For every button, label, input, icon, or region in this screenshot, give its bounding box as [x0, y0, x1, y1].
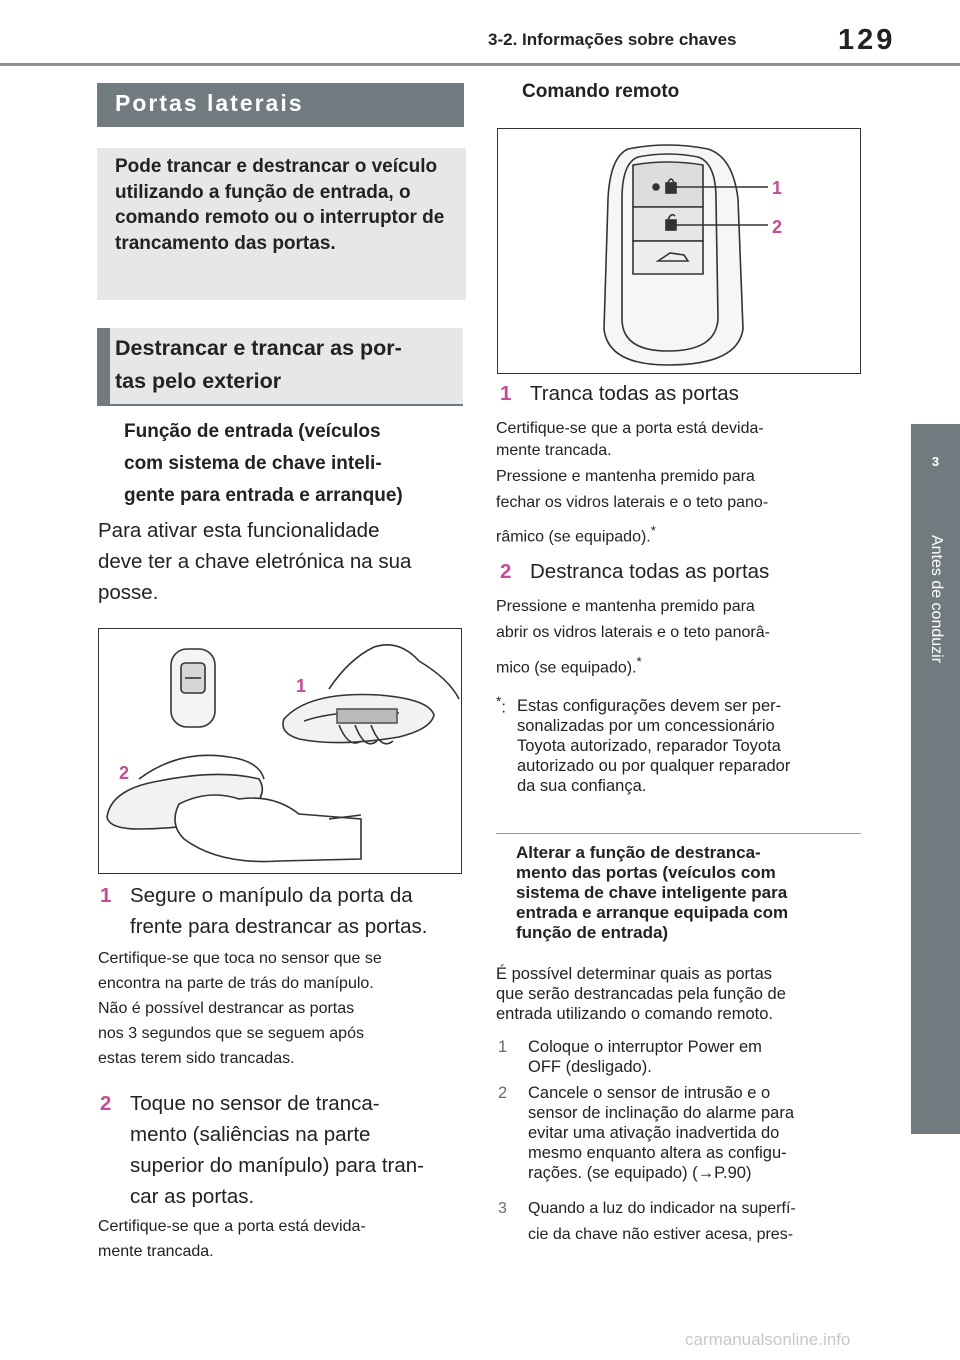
item-number: 1 [498, 1038, 508, 1056]
alter-unlock-body [496, 964, 786, 1024]
body-line: entrada utilizando o comando remoto. [496, 1005, 774, 1023]
remote-step-2 [500, 556, 860, 587]
note-line: Certifique-se que a porta está devida- [496, 420, 764, 437]
step-line: car as portas. [130, 1185, 255, 1208]
remote-step-1 [500, 378, 860, 409]
body-line: que serão destrancadas pela função de [496, 985, 786, 1003]
step-text: Destranca todas as portas [530, 560, 770, 583]
asterisk-mark: * [650, 523, 656, 538]
note-line: Certifique-se que toca no sensor que se [98, 950, 382, 967]
remote-figure [497, 128, 861, 374]
alter-unlock-heading [516, 843, 788, 943]
body-line: posse. [98, 581, 159, 604]
step-1-note [98, 946, 382, 1071]
footnote-line: Estas configurações devem ser per- [517, 697, 782, 715]
step-2 [100, 1088, 462, 1212]
alter-item-2 [498, 1083, 858, 1183]
lower-door-handle [107, 755, 361, 861]
body-line: É possível determinar quais as portas [496, 965, 773, 983]
entry-function-heading [124, 416, 403, 512]
figure-callout-1: 1 [296, 676, 307, 696]
subsection-heading-line: tas pelo exterior [115, 369, 282, 393]
note-line: encontra na parte de trás do manípulo. [98, 975, 374, 992]
remote-step-1-note [496, 418, 768, 552]
item-line: cie da chave não estiver acesa, pres- [528, 1226, 794, 1243]
note-line: Pressione e mantenha premido para [496, 468, 755, 485]
step-line: superior do manípulo) para tran- [130, 1154, 424, 1177]
remote-step-2-note [496, 594, 770, 684]
step-line: Segure o manípulo da porta da [130, 884, 413, 907]
running-header-title: 3-2. Informações sobre chaves [488, 30, 737, 49]
item-line: rações. (se equipado) (→P.90) [528, 1164, 752, 1182]
item-line: OFF (desligado). [528, 1058, 652, 1076]
note-line: mente trancada. [496, 442, 612, 459]
item-line: sensor de inclinação do alarme para [528, 1104, 794, 1122]
note-line: mico (se equipado). [496, 659, 637, 677]
chapter-side-tab [911, 424, 960, 1134]
upper-door-handle [283, 645, 459, 744]
heading-line: Função de entrada (veículos [124, 421, 381, 442]
smart-key-icon [171, 649, 215, 727]
heading-line: entrada e arranque equipada com [516, 903, 789, 922]
note-line: estas terem sido trancadas. [98, 1050, 295, 1067]
remote-key-body [604, 145, 768, 365]
intro-box: Pode trancar e destrancar o veículo utilizando a função de entrada, o comando remoto ou o interruptor de trancamento das portas. [97, 148, 466, 300]
step-line: frente para destrancar as portas. [130, 915, 428, 938]
note-line: nos 3 segundos que se seguem após [98, 1025, 364, 1042]
step-text: Tranca todas as portas [530, 382, 739, 405]
footnote-line: autorizado ou por qualquer reparador [517, 757, 791, 775]
watermark: carmanualsonline.info [685, 1330, 851, 1349]
door-handle-figure [98, 628, 462, 874]
figure-callout-2: 2 [119, 763, 130, 783]
note-line: Certifique-se que a porta está devida- [98, 1218, 366, 1235]
remote-key-illustration [498, 129, 860, 373]
door-handle-illustration [99, 629, 461, 873]
heading-line: Alterar a função de destranca- [516, 843, 761, 862]
note-line: Não é possível destrancar as portas [98, 1000, 355, 1017]
item-line: Coloque o interruptor Power em [528, 1038, 762, 1056]
heading-line: função de entrada) [516, 923, 669, 942]
alter-item-3 [498, 1196, 858, 1248]
item-line: mesmo enquanto altera as configu- [528, 1144, 787, 1162]
chapter-number: 3 [931, 454, 940, 469]
heading-line: com sistema de chave inteli- [124, 453, 382, 474]
item-line: evitar uma ativação inadvertida do [528, 1124, 780, 1142]
step-1 [100, 880, 460, 942]
heading-line: gente para entrada e arranque) [124, 485, 403, 506]
step-line: mento (saliências na parte [130, 1123, 371, 1146]
note-line: râmico (se equipado). [496, 528, 651, 546]
section-divider [496, 833, 861, 834]
figure-callout-1: 1 [772, 178, 783, 198]
page-number: 129 [838, 24, 896, 56]
chapter-label: Antes de conduzir [928, 534, 945, 664]
subsection-heading-line: Destrancar e trancar as por- [115, 336, 402, 360]
entry-function-body [98, 515, 411, 608]
asterisk-mark: * [636, 654, 642, 669]
heading-line: mento das portas (veículos com [516, 863, 776, 882]
figure-callout-2: 2 [772, 217, 783, 237]
step-2-note [98, 1214, 366, 1264]
step-number: 2 [500, 560, 512, 583]
alter-item-1 [498, 1037, 858, 1077]
note-line: abrir os vidros laterais e o teto panorâ- [496, 624, 770, 641]
footnote-colon: : [501, 698, 506, 717]
footnote-line: Toyota autorizado, reparador Toyota [517, 737, 781, 755]
item-line: Quando a luz do indicador na superfí- [528, 1200, 796, 1217]
footnote-line: da sua confiança. [517, 777, 647, 795]
note-line: mente trancada. [98, 1243, 214, 1260]
body-line: Para ativar esta funcionalidade [98, 519, 380, 542]
section-heading-text: Portas laterais [115, 90, 304, 116]
body-line: deve ter a chave eletrónica na sua [98, 550, 412, 573]
remote-heading: Comando remoto [522, 81, 680, 102]
step-number: 1 [500, 382, 512, 405]
heading-line: sistema de chave inteligente para [516, 883, 788, 902]
footnote-mark: * [496, 694, 502, 709]
subsection-heading [97, 328, 463, 406]
footnote-line: sonalizadas por um concessionário [517, 717, 775, 735]
note-line: Pressione e mantenha premido para [496, 598, 755, 615]
step-number: 2 [100, 1092, 112, 1115]
header-rule [0, 63, 960, 66]
step-line: Toque no sensor de tranca- [130, 1092, 380, 1115]
item-number: 3 [498, 1200, 507, 1217]
section-heading [97, 83, 464, 127]
note-line: fechar os vidros laterais e o teto pano- [496, 494, 769, 511]
item-line: Cancele o sensor de intrusão e o [528, 1084, 771, 1102]
step-number: 1 [100, 884, 112, 907]
item-number: 2 [498, 1084, 508, 1102]
footnote [496, 692, 856, 796]
